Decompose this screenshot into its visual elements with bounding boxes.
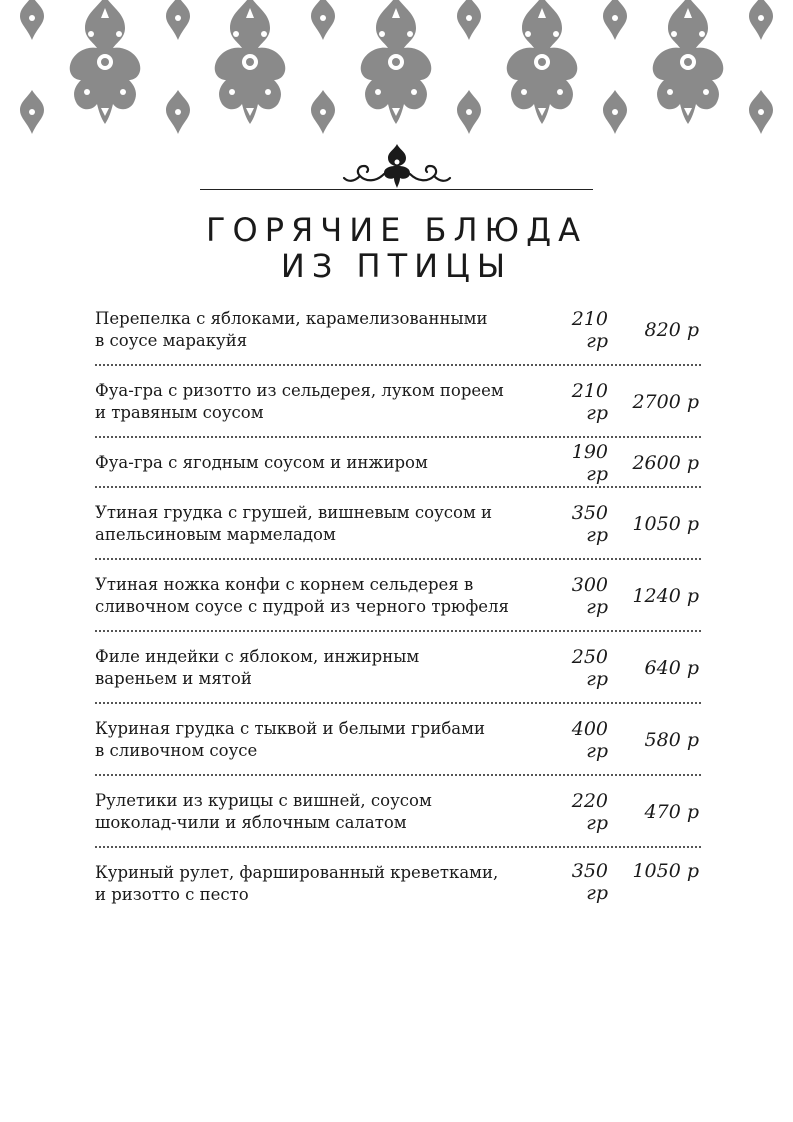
item-line: Куриный рулет, фаршированный креветками, <box>95 863 499 882</box>
item-description <box>95 862 525 906</box>
item-weight: 210 гр <box>571 380 608 424</box>
dotted-separator <box>95 630 701 632</box>
item-line: в соусе маракуйя <box>95 331 248 350</box>
item-description <box>95 574 525 618</box>
dotted-separator <box>95 486 701 488</box>
item-weight: 350 гр <box>571 502 608 546</box>
dotted-separator <box>95 364 701 366</box>
item-line: Утиная грудка с грушей, вишневым соусом и <box>95 503 493 522</box>
item-description <box>95 646 525 690</box>
dotted-separator <box>95 846 701 848</box>
item-description <box>95 308 525 352</box>
item-line: Филе индейки с яблоком, инжирным <box>95 647 420 666</box>
item-weight: 300 гр <box>571 574 608 618</box>
menu-list <box>95 308 701 906</box>
menu-item <box>95 574 701 618</box>
title-line-1: ГОРЯЧИЕ БЛЮДА <box>206 211 587 249</box>
damask-pattern <box>0 0 793 140</box>
dotted-separator <box>95 436 701 438</box>
item-description <box>95 718 525 762</box>
item-price: 640 р <box>644 657 699 679</box>
menu-item <box>95 380 701 424</box>
item-weight: 210 гр <box>571 308 608 352</box>
dotted-separator <box>95 774 701 776</box>
item-line: сливочном соусе с пудрой из черного трюфеля <box>95 597 509 616</box>
item-line: Куриная грудка с тыквой и белыми грибами <box>95 719 485 738</box>
item-line: Утиная ножка конфи с корнем сельдерея в <box>95 575 474 594</box>
menu-item <box>95 646 701 690</box>
item-price: 2600 р <box>632 452 699 474</box>
menu-item <box>95 790 701 834</box>
menu-item <box>95 502 701 546</box>
divider-line <box>200 189 593 190</box>
menu-item <box>95 441 701 485</box>
item-price: 820 р <box>644 319 699 341</box>
item-price: 470 р <box>644 801 699 823</box>
item-line: и травяным соусом <box>95 403 264 422</box>
item-weight: 250 гр <box>571 646 608 690</box>
item-weight: 350 гр <box>571 860 608 904</box>
item-description <box>95 502 525 546</box>
item-description <box>95 790 525 834</box>
item-line: апельсиновым мармеладом <box>95 525 336 544</box>
title-line-2: ИЗ ПТИЦЫ <box>280 247 513 285</box>
item-line: Фуа-гра с ризотто из сельдерея, луком пореем <box>95 381 504 400</box>
item-line: Перепелка с яблоками, карамелизованными <box>95 309 488 328</box>
item-price: 1050 р <box>632 513 699 535</box>
item-line: Фуа-гра с ягодным соусом и инжиром <box>95 453 428 472</box>
item-description <box>95 452 525 474</box>
fleur-ornament-icon <box>340 140 454 190</box>
item-line: вареньем и мятой <box>95 669 252 688</box>
item-price: 1050 р <box>632 860 699 882</box>
menu-item <box>95 308 701 352</box>
item-weight: 220 гр <box>571 790 608 834</box>
item-weight: 190 гр <box>571 441 608 485</box>
item-weight: 400 гр <box>571 718 608 762</box>
page-title <box>0 212 793 284</box>
item-line: и ризотто с песто <box>95 885 249 904</box>
item-price: 580 р <box>644 729 699 751</box>
dotted-separator <box>95 702 701 704</box>
item-line: Рулетики из курицы с вишней, соусом <box>95 791 432 810</box>
dotted-separator <box>95 558 701 560</box>
item-price: 1240 р <box>632 585 699 607</box>
item-line: в сливочном соусе <box>95 741 258 760</box>
menu-item <box>95 718 701 762</box>
item-price: 2700 р <box>632 391 699 413</box>
menu-item <box>95 862 701 906</box>
item-line: шоколад-чили и яблочным салатом <box>95 813 407 832</box>
item-description <box>95 380 525 424</box>
